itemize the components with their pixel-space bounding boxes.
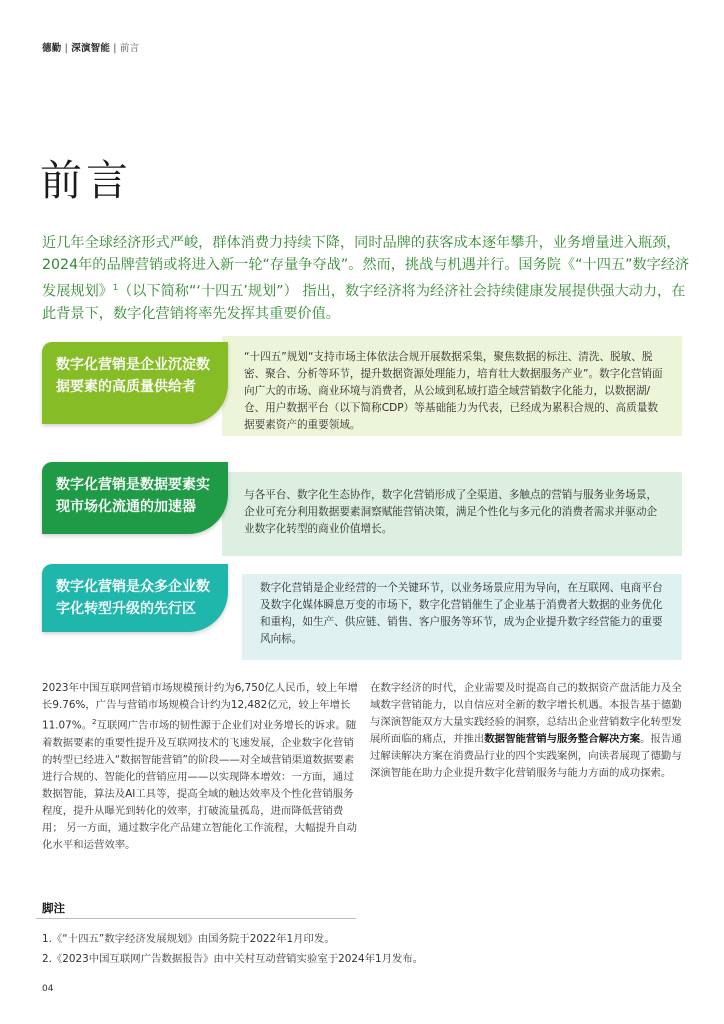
intro-text-b: （以下简称“‘十四五’规划”） 指出，数字经济将为经济社会持续健康发展提供强大动力，在此背景下，数字化营销将率先发挥其重要价值。	[42, 283, 686, 322]
body-left-text-b: 互联网广告市场的韧性源于企业们对业务增长的诉求。随着数据要素的重要性提升及互联网技术的飞速发展，企业数字化营销的转型已经进入“数据智能营销”的阶段——对全域营销渠道数据要素进行合规的、智能化的营销应用——以实现降本增效：一方面，通过数据智能，算法及AI工具等，提高全域的触达效率及个性化营销服务程度，提升从曝光到转化的效率，打破流量孤岛，进而降低营销费用； 另一方面，通过数字化产品建立智能化工作流程，大幅提升自动化水平和运营效率。	[42, 719, 358, 852]
page-number: 04	[42, 984, 54, 994]
body-column-right	[370, 680, 686, 783]
highlight-badge-3: 数字化营销是众多企业数字化转型升级的先行区	[42, 564, 228, 632]
header-partner: 深演智能	[71, 43, 111, 54]
running-header	[42, 40, 139, 54]
body-left-text-a: 2023年中国互联网营销市场规模预计约为6,750亿人民币，较上年增长9.76%，广告与营销市场规模合计约为12,482亿元，较上年增长11.07%。	[42, 682, 358, 732]
highlight-text-3: 数字化营销是企业经营的一个关键环节，以业务场景应用为导向，在互联网、电商平台及数字化媒体瞬息万变的市场下，数字化营销催生了企业基于消费者大数据的业务优化和重构，如生产、供应链、销售、客户服务等环节，成为企业提升数字经营能力的重要风向标。	[260, 582, 663, 645]
footnote-1: 1.《“十四五”数字经济发展规划》由国务院于2022年1月印发。	[42, 933, 335, 945]
header-section: 前言	[119, 43, 140, 54]
highlight-text-2: 与各平台、数字化生态协作，数字化营销形成了全渠道、多触点的营销与服务业务场景，企业可充分利用数据要素洞察赋能营销决策，满足个性化与多元化的消费者需求并驱动企业数字化转型的商业价值增长。	[244, 489, 658, 535]
highlight-badge-2: 数字化营销是数据要素实现市场化流通的加速器	[42, 462, 228, 534]
footnote-2: 2.《2023中国互联网广告数据报告》由中关村互动营销实验室于2024年1月发布。	[42, 953, 424, 965]
header-brand: 德勤	[42, 43, 62, 54]
intro-paragraph	[42, 232, 690, 325]
body-right-text-a: 在数字经济的时代，企业需要及时提高自己的数据资产盘活能力及全域数字营销能力，以自信应对全新的数字增长机遇。本报告基于德勤与深演智能双方大量实践经验的洞察，总结出企业营销数字化转型发展所面临的痛点，并推出	[370, 682, 682, 746]
highlight-row-3	[42, 564, 682, 660]
header-sep-1: |	[61, 43, 72, 54]
body-right-bold: 数据智能营销与服务整合解决方案	[484, 733, 641, 746]
highlight-row-1	[42, 336, 682, 436]
body-left-footnote-ref: 2	[92, 718, 97, 727]
intro-text-a: 近几年全球经济形式严峻，群体消费力持续下降，同时品牌的获客成本逐年攀升，业务增量进入瓶颈，2024年的品牌营销或将进入新一轮“存量争夺战”。然而，挑战与机遇并行。国务院《“十四五”数字经济发展规划》	[42, 235, 690, 300]
highlight-text-1: “十四五”规划“支持市场主体依法合规开展数据采集，聚焦数据的标注、清洗、脱敏、脱密、聚合、分析等环节，提升数据资源处理能力，培育壮大数据服务产业”。数字化营销面向广大的市场、商业环境与消费者，从公域到私域打造全域营销数字化能力，以数据湖/仓、用户数据平台（以下简称CDP）等基础能力为代表，已经成为累积合规的、高质量数据要素资产的重要领域。	[244, 351, 663, 431]
page-title: 前言	[40, 156, 133, 205]
footnotes-title: 脚注	[42, 901, 65, 915]
highlight-badge-1: 数字化营销是企业沉淀数据要素的高质量供给者	[42, 342, 228, 424]
footnotes-divider	[36, 918, 356, 919]
highlight-row-2	[42, 462, 682, 556]
body-column-left	[42, 680, 358, 854]
header-sep-2: |	[110, 43, 120, 54]
body-right-text-b: 。报告通过解读解决方案在消费品行业的四个实践案例，向读者展现了德勤与深演智能在助力企业提升数字化营销服务与能力方面的成功探索。	[370, 733, 682, 780]
intro-footnote-ref: 1	[112, 282, 119, 292]
